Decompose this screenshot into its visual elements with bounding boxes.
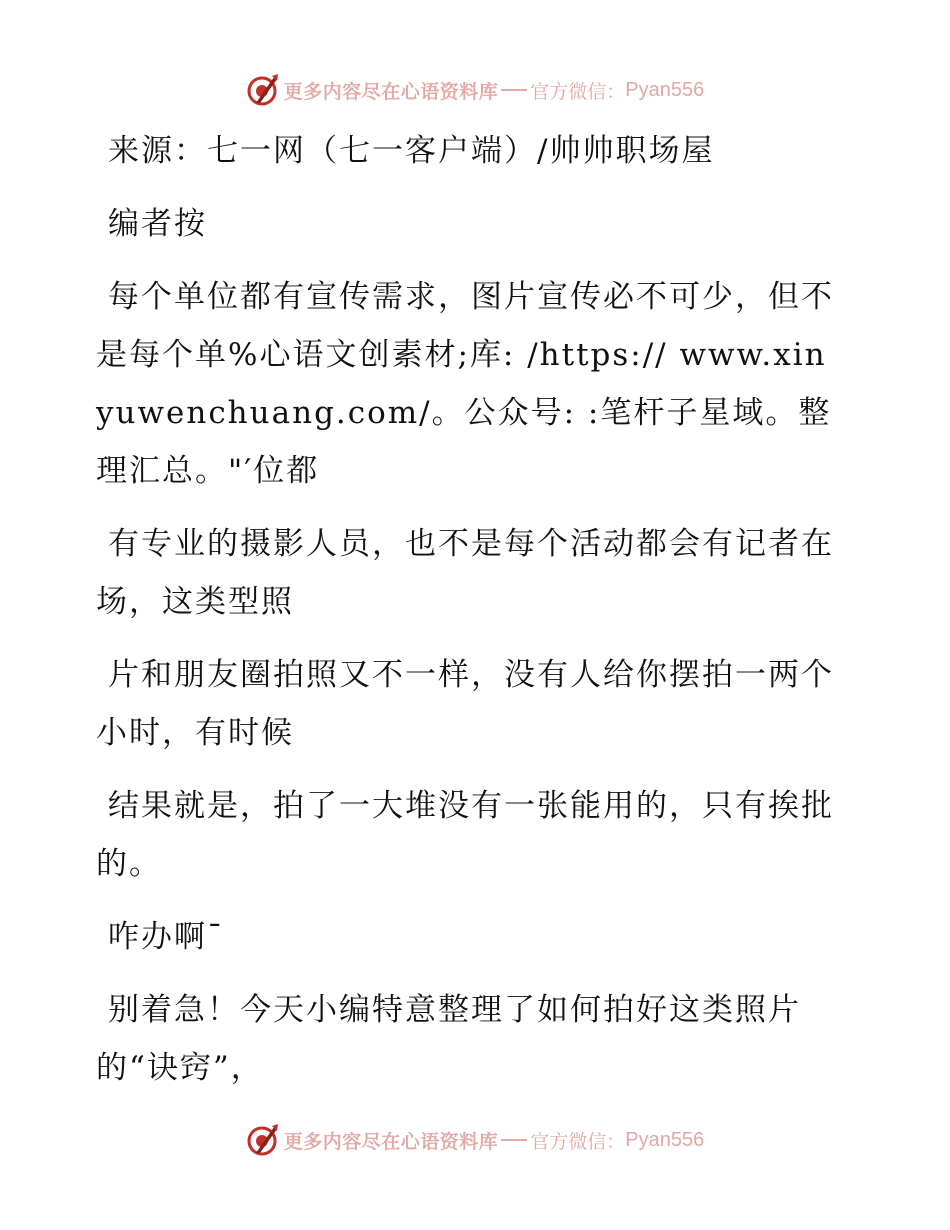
banner-text: 更多内容尽在心语资料库: [283, 1130, 499, 1153]
source-text: 来源：七一网（七一客户端）/帅帅职场屋: [108, 133, 715, 169]
banner-dash: [501, 1139, 527, 1141]
source-line: [96, 122, 836, 180]
paragraph-3: [96, 646, 836, 762]
paragraph-5-text: 咋办啊¯: [108, 919, 225, 955]
footer-banner: [0, 1120, 950, 1160]
banner-wechat-id: Pyan556: [625, 1128, 705, 1151]
document-body: [96, 122, 836, 1112]
banner-dash: [501, 89, 527, 91]
paragraph-1: [96, 268, 836, 500]
paragraph-1-text: 每个单位都有宣传需求，图片宣传必不可少，但不是每个单%心语文创素材;库: /https:// www.xinyuwenchuang.com/。公众号: :笔杆子星域。整理汇总。"′位都: [96, 279, 834, 489]
paragraph-5: [96, 908, 836, 966]
editor-note-heading: [96, 195, 836, 253]
banner-wechat-label: 官方微信：: [530, 80, 626, 103]
paragraph-4: [96, 777, 836, 893]
quill-logo-icon: [246, 1123, 280, 1157]
paragraph-4-text: 结果就是，拍了一大堆没有一张能用的，只有挨批的。: [96, 788, 834, 882]
banner-text: 更多内容尽在心语资料库: [283, 80, 499, 103]
header-banner: [0, 70, 950, 110]
paragraph-3-text: 片和朋友圈拍照又不一样，没有人给你摆拍一两个小时，有时候: [96, 657, 834, 751]
banner-wechat-id: Pyan556: [625, 78, 705, 101]
paragraph-2-text: 有专业的摄影人员，也不是每个活动都会有记者在场，这类型照: [96, 526, 834, 620]
editor-note-text: 编者按: [108, 206, 207, 242]
banner-wechat-label: 官方微信：: [530, 1130, 626, 1153]
paragraph-6-text: 别着急！今天小编特意整理了如何拍好这类照片的“诀窍”，: [96, 992, 801, 1086]
quill-logo-icon: [246, 73, 280, 107]
paragraph-2: [96, 515, 836, 631]
paragraph-6: [96, 981, 836, 1097]
